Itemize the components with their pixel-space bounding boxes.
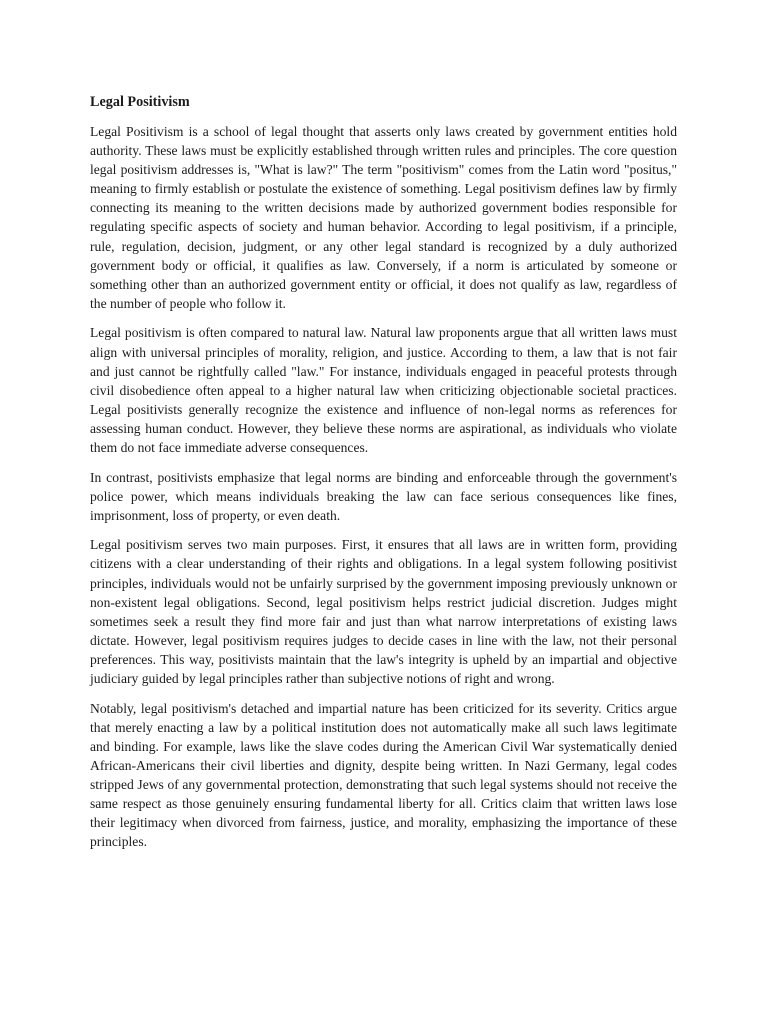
document-title: Legal Positivism bbox=[90, 94, 190, 110]
paragraph-definition: Legal Positivism is a school of legal thought that asserts only laws created by government entities hold authority. These laws must be explicitly established through written rules and principles. The core question legal positivism addresses is, "What is law?" The term "positivism" comes from the Latin word "positus," meaning to firmly establish or postulate the existence of something. Legal positivism defines law by firmly connecting its meaning to the written decisions made by authorized government bodies responsible for regulating specific aspects of society and human behavior. According to legal positivism, if a principle, rule, regulation, decision, judgment, or any other legal standard is recognized by a duly authorized government body or official, it qualifies as law. Conversely, if a norm is articulated by someone or something other than an authorized government entity or official, it does not qualify as law, regardless of the number of people who follow it. bbox=[90, 124, 677, 311]
paragraph-contrast: In contrast, positivists emphasize that legal norms are binding and enforceable through the government's police power, which means individuals breaking the law can face serious consequences like fines, imprisonment, loss of property, or even death. bbox=[90, 469, 677, 523]
paragraph-purposes: Legal positivism serves two main purposes. First, it ensures that all laws are in written form, providing citizens with a clear understanding of their rights and obligations. In a legal system following positivist principles, individuals would not be unfairly surprised by the government imposing previously unknown or non-existent legal obligations. Second, legal positivism helps restrict judicial discretion. Judges might sometimes seek a result they find more fair and just than what narrow interpretations of existing laws dictate. However, legal positivism requires judges to decide cases in line with the law, not their personal preferences. This way, positivists maintain that the law's integrity is upheld by an impartial and objective judiciary guided by legal principles rather than subjective notions of right and wrong. bbox=[90, 537, 677, 687]
paragraph-natural-law: Legal positivism is often compared to natural law. Natural law proponents argue that all written laws must align with universal principles of morality, religion, and justice. According to them, a law that is not fair and just cannot be rightfully called "law." For instance, individuals engaged in peaceful protests through civil disobedience often appeal to a higher natural law when criticizing objectionable societal practices. Legal positivists generally recognize the existence and influence of non-legal norms as references for assessing human conduct. However, they believe these norms are aspirational, as individuals who violate them do not face immediate adverse consequences. bbox=[90, 325, 677, 455]
paragraph-criticism: Notably, legal positivism's detached and impartial nature has been criticized for its severity. Critics argue that merely enacting a law by a political institution does not automatically make all such laws legitimate and binding. For example, laws like the slave codes during the American Civil War systematically denied African-Americans their civil liberties and dignity, despite being written. In Nazi Germany, legal codes stripped Jews of any governmental protection, demonstrating that such legal systems should not receive the same respect as those genuinely ensuring fundamental liberty for all. Critics claim that written laws lose their legitimacy when divorced from fairness, justice, and morality, emphasizing the importance of these principles. bbox=[90, 700, 677, 850]
document-page bbox=[90, 93, 677, 862]
